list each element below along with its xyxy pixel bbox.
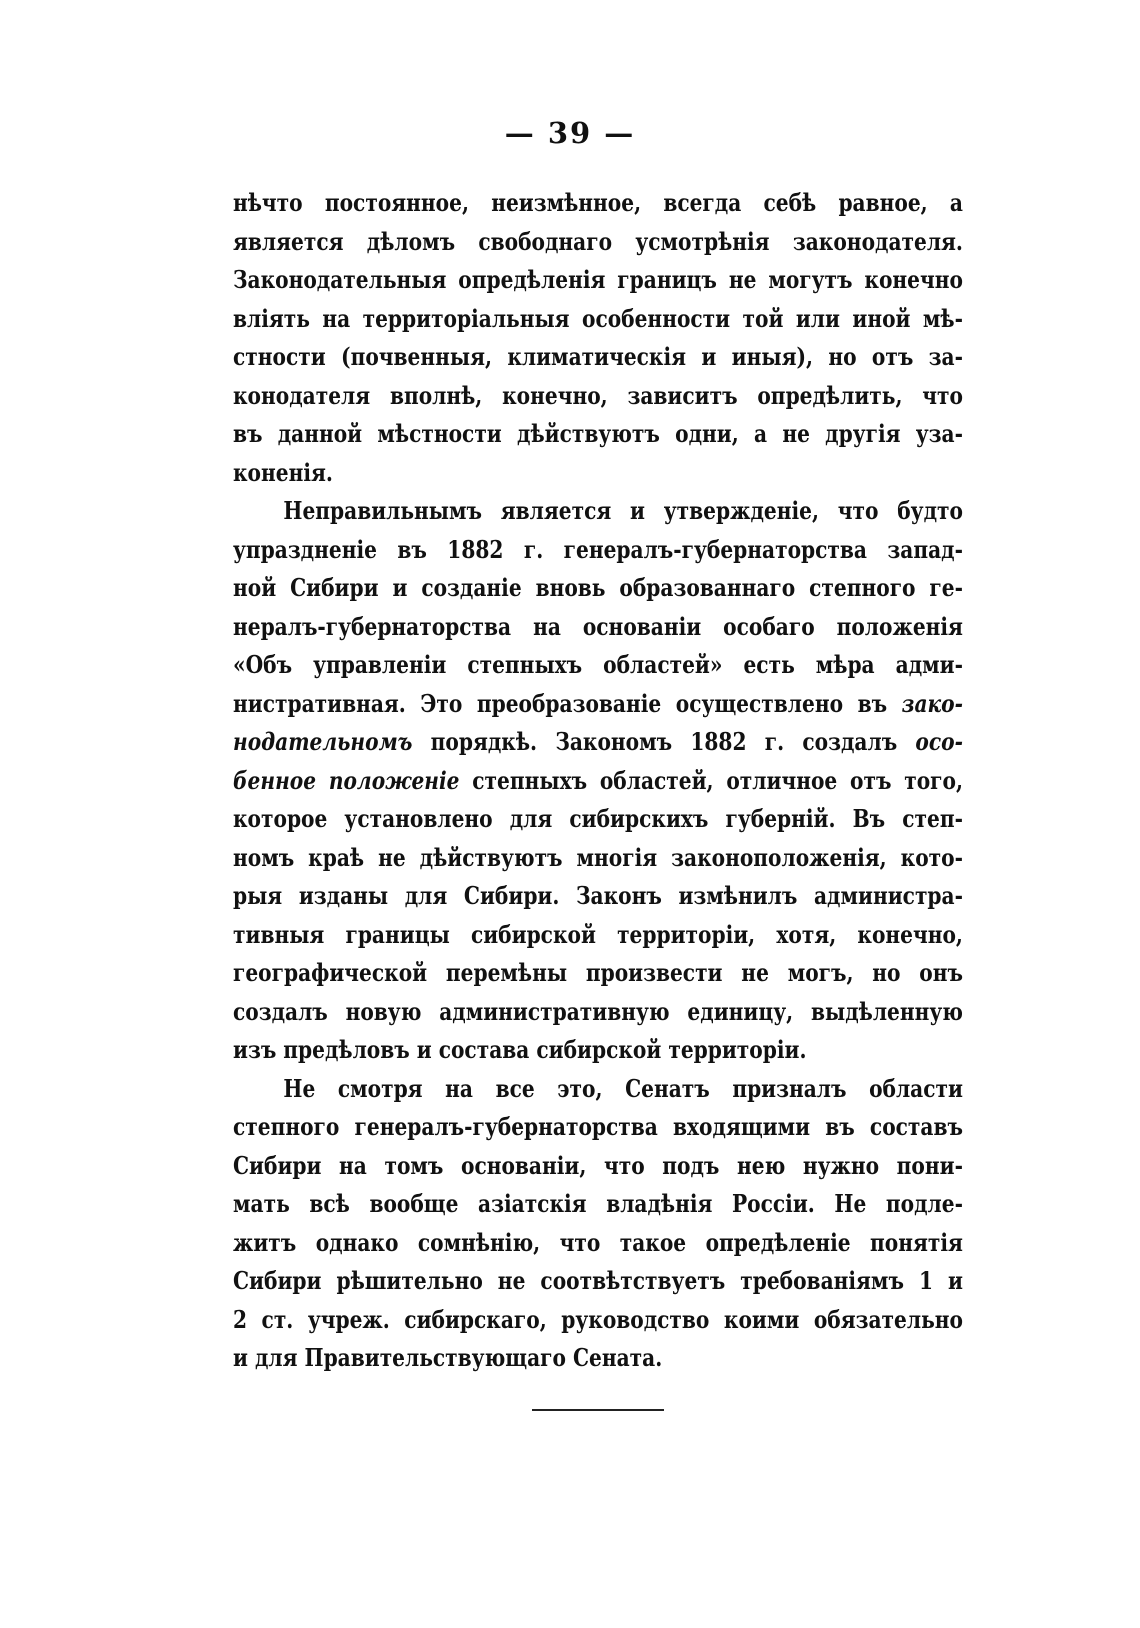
text-segment: степныхъ областей, отличное отъ того,: [459, 765, 963, 795]
text-line: [233, 1108, 963, 1147]
text-line: [233, 1262, 963, 1301]
end-rule: [532, 1409, 664, 1411]
text-segment: ной Сибири и созданіе вновь образованнаго степного ге-: [233, 573, 963, 602]
text-segment: и для Правительствующаго Сената.: [233, 1343, 663, 1372]
italic-text: зако-: [901, 688, 963, 718]
text-line: [233, 377, 963, 416]
text-line: [233, 762, 963, 801]
text-line: [233, 839, 963, 878]
text-segment: создалъ новую административную единицу, выдѣленную: [233, 996, 963, 1026]
body-text: [233, 184, 963, 1378]
text-segment: въ данной мѣстности дѣйствуютъ одни, а не другія уза-: [233, 419, 963, 448]
text-segment: тивныя границы сибирской территоріи, хотя, конечно,: [233, 919, 963, 949]
text-segment: рыя изданы для Сибири. Законъ измѣнилъ администра-: [233, 881, 963, 910]
text-line: [233, 300, 963, 339]
text-segment: Не смотря на все это, Сенатъ призналъ области: [283, 1073, 963, 1103]
text-line: [233, 184, 963, 223]
text-line: [233, 1070, 963, 1109]
paragraph: [233, 492, 963, 1070]
text-segment: влiять на территорiальныя особенности той или иной мѣ-: [233, 303, 963, 333]
text-segment: коненія.: [233, 457, 333, 487]
italic-text: осо-: [915, 727, 963, 756]
text-line: [233, 954, 963, 993]
text-line: [233, 1339, 963, 1378]
text-segment: нистративная. Это преобразованіе осуществлено въ: [233, 688, 902, 718]
text-line: [233, 1031, 963, 1070]
text-segment: Законодательныя опредѣленія границъ не могутъ конечно: [233, 265, 963, 294]
text-segment: Сибири на томъ основаніи, что подъ нею нужно пони-: [233, 1150, 963, 1180]
italic-text: бенное положеніе: [233, 765, 460, 795]
text-line: [233, 1147, 963, 1186]
text-segment: «Объ управленіи степныхъ областей» есть мѣра адми-: [233, 650, 963, 679]
text-segment: мать всѣ вообще азіатскія владѣнія Россіи. Не подле-: [233, 1189, 963, 1218]
text-segment: нералъ-губернаторства на основаніи особаго положенія: [233, 611, 963, 641]
text-line: [233, 1301, 963, 1340]
paragraph: [233, 1070, 963, 1378]
text-line: [233, 685, 963, 724]
text-segment: изъ предѣловъ и состава сибирской территоріи.: [233, 1035, 807, 1064]
text-segment: является дѣломъ свободнаго усмотрѣнія законодателя.: [233, 226, 963, 256]
text-line: [233, 993, 963, 1032]
text-segment: конодателя вполнѣ, конечно, зависитъ опредѣлить, что: [233, 380, 963, 410]
text-segment: степного генералъ-губернаторства входящими въ составъ: [233, 1112, 963, 1141]
text-line: [233, 338, 963, 377]
text-line: [233, 1224, 963, 1263]
text-line: [233, 492, 963, 531]
text-line: [233, 531, 963, 570]
italic-text: нодательномъ: [233, 727, 413, 756]
text-line: [233, 916, 963, 955]
text-line: [233, 877, 963, 916]
text-line: [233, 800, 963, 839]
text-line: [233, 1185, 963, 1224]
text-line: [233, 646, 963, 685]
text-segment: 2 ст. учреж. сибирскаго, руководство коими обязательно: [233, 1304, 963, 1334]
text-segment: житъ однако сомнѣнію, что такое опредѣленіе понятія: [233, 1227, 963, 1257]
text-line: [233, 608, 963, 647]
page-number: — 39 —: [504, 116, 636, 150]
text-segment: Неправильнымъ является и утвержденіе, что будто: [283, 496, 963, 525]
text-segment: нѣчто постоянное, неизмѣнное, всегда себѣ равное, а: [233, 188, 963, 217]
text-line: [233, 415, 963, 454]
text-segment: номъ краѣ не дѣйствуютъ многія законоположенія, кото-: [233, 842, 963, 872]
text-line: [233, 261, 963, 300]
text-line: [233, 223, 963, 262]
text-segment: Сибири рѣшительно не соотвѣтствуетъ требованіямъ 1 и: [233, 1266, 963, 1295]
text-segment: географической перемѣны произвести не могъ, но онъ: [233, 958, 963, 987]
paragraph: [233, 184, 963, 492]
text-segment: которое установлено для сибирскихъ губерній. Въ степ-: [233, 804, 963, 833]
text-line: [233, 569, 963, 608]
text-segment: упраздненіе въ 1882 г. генералъ-губернаторства запад-: [233, 534, 963, 564]
text-segment: стности (почвенныя, климатическія и иныя), но отъ за-: [233, 342, 963, 371]
text-segment: порядкѣ. Закономъ 1882 г. создалъ: [412, 727, 916, 756]
text-line: [233, 723, 963, 762]
text-line: [233, 454, 963, 493]
